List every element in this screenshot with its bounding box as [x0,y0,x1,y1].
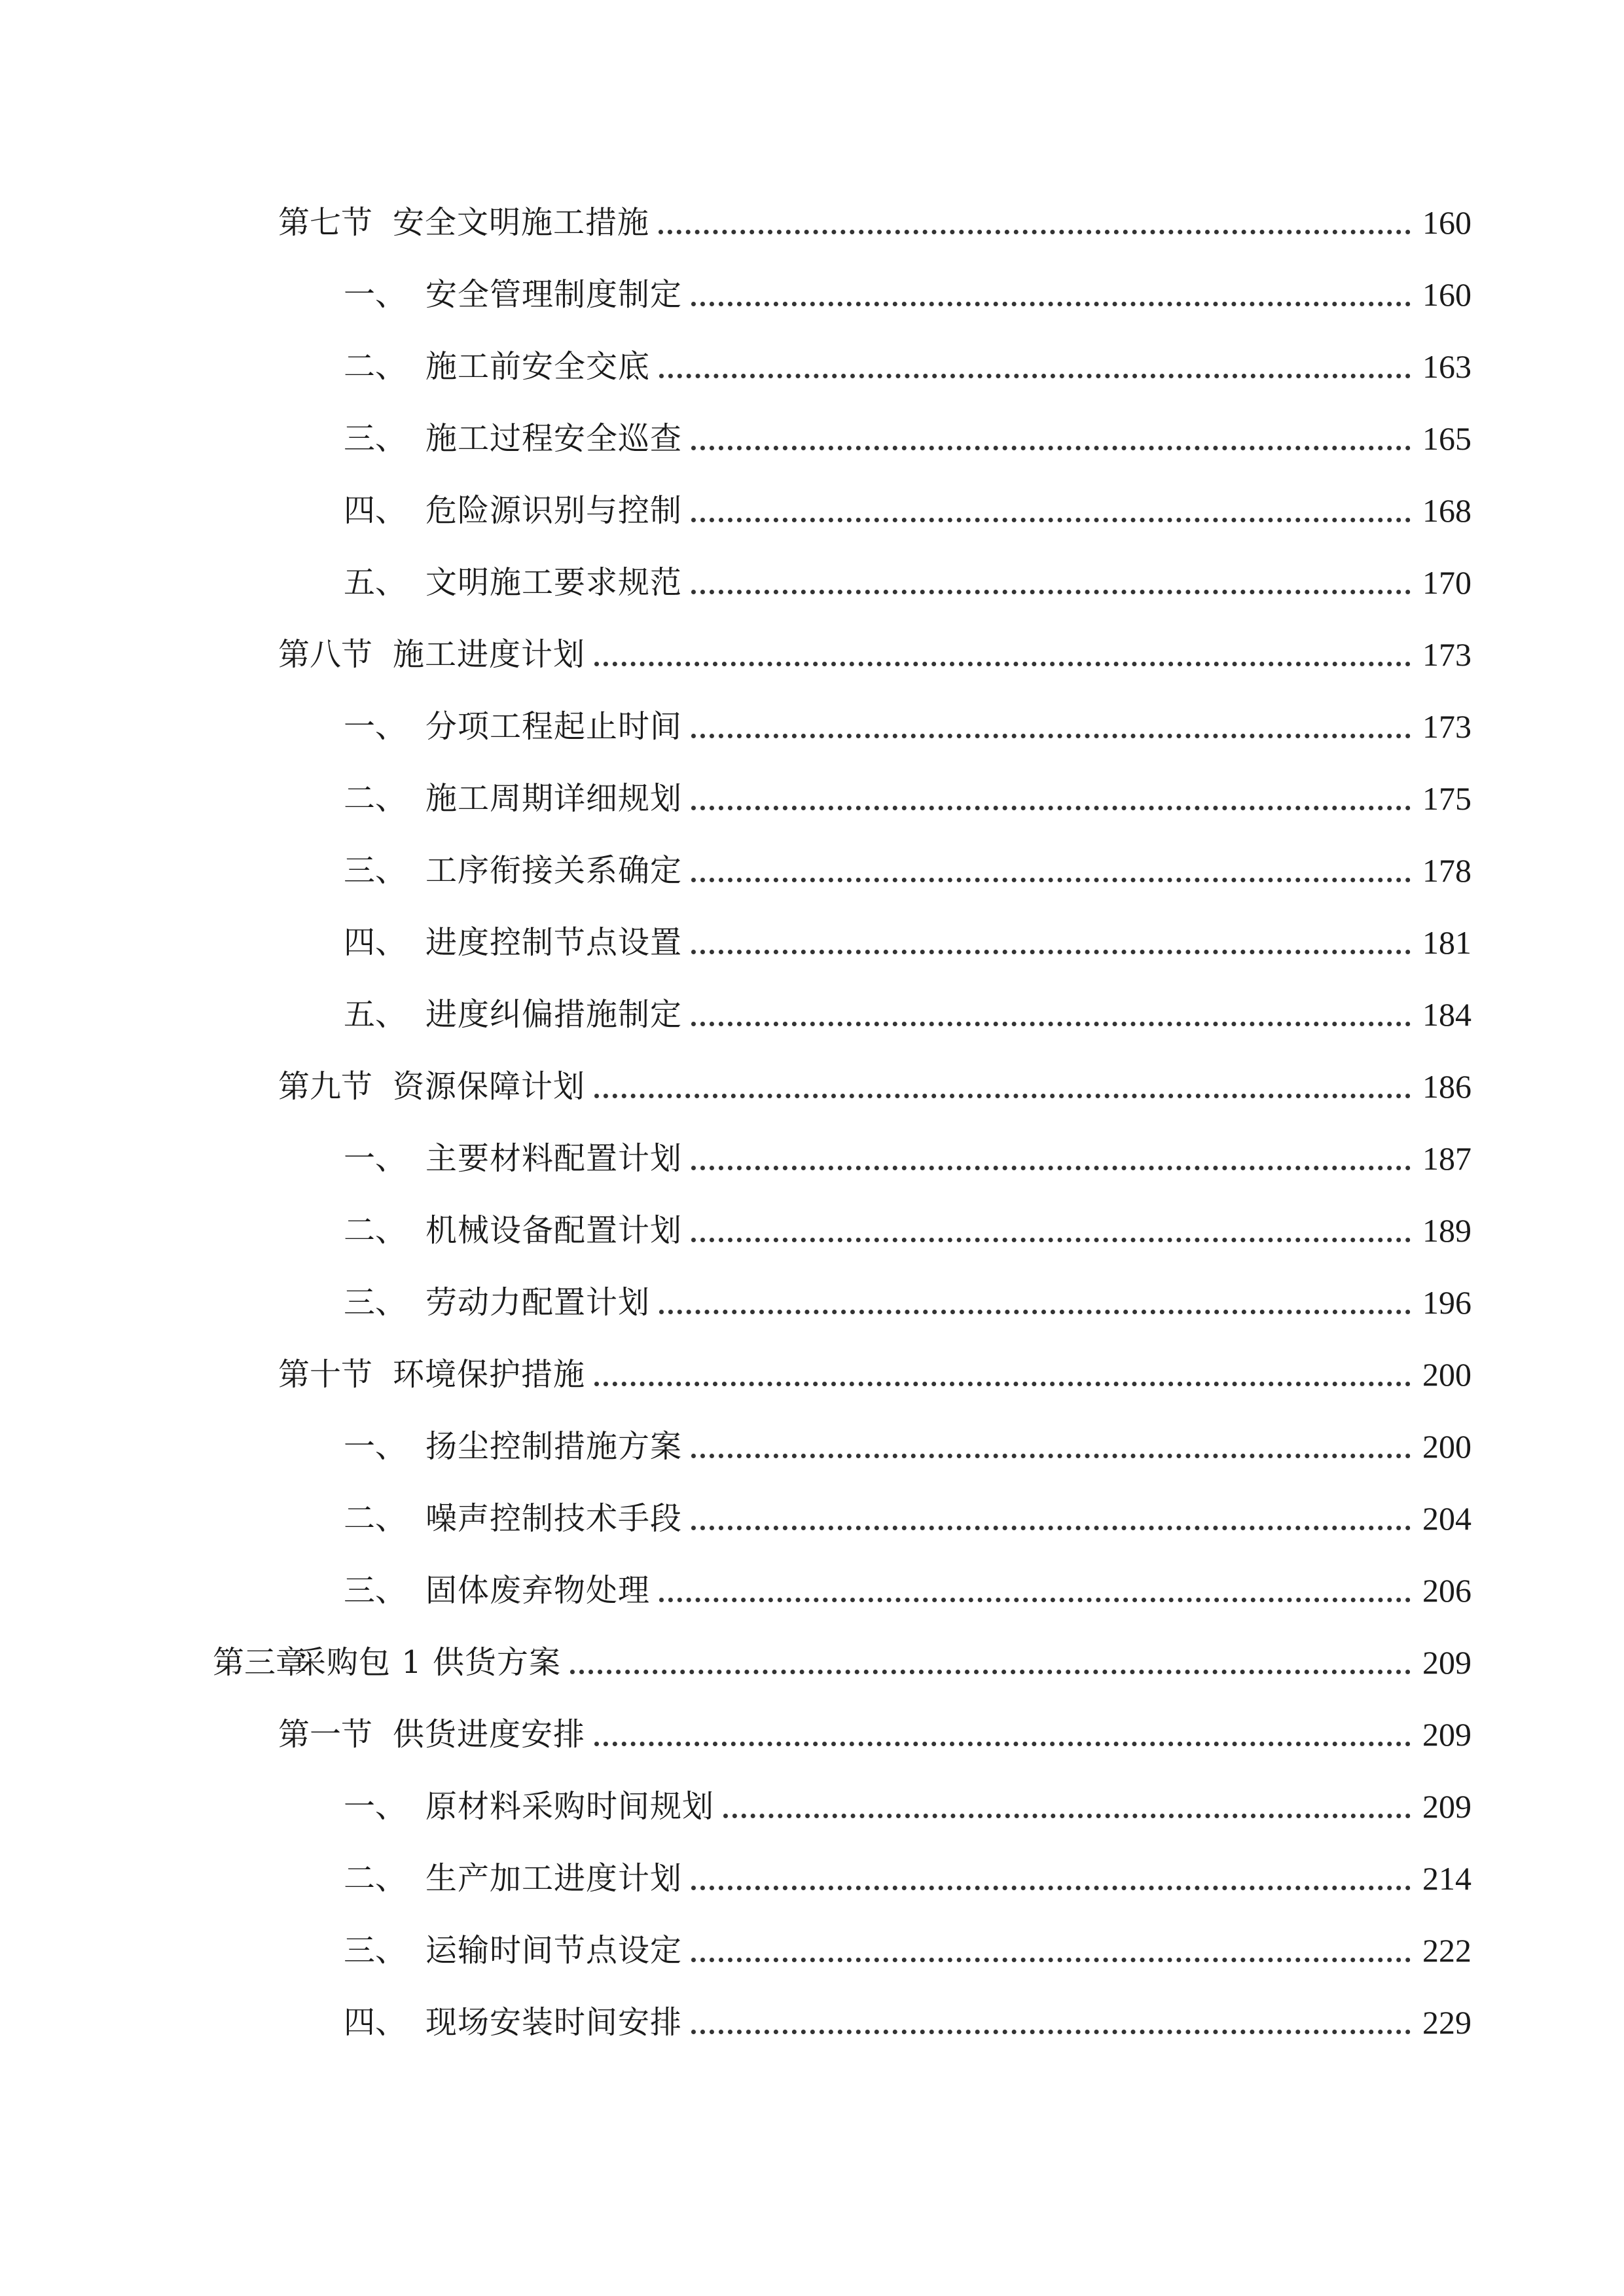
dot-leader [723,1814,1411,1818]
toc-entry-number: 五、 [344,996,407,1033]
toc-entry-number: 三、 [344,1572,407,1609]
toc-entry-page: 160 [1422,204,1471,241]
toc-entry-page: 209 [1422,1716,1471,1753]
toc-entry-number: 五、 [344,564,407,601]
toc-entry-number: 一、 [344,708,407,745]
toc-entry-number: 二、 [344,1500,407,1537]
toc-entry-page: 163 [1422,348,1471,385]
toc-entry-title: 工序衔接关系确定 [425,852,683,889]
toc-entry-number: 第三章 [213,1644,308,1681]
dot-leader [691,878,1411,882]
dot-leader [691,1166,1411,1170]
dot-leader [691,302,1411,306]
toc-entry-title: 原材料采购时间规划 [425,1788,715,1825]
toc-entry-title: 分项工程起止时间 [425,708,683,745]
toc-entry[interactable] [344,694,1471,746]
toc-entry-page: 184 [1422,996,1471,1033]
toc-entry-title: 施工过程安全巡查 [425,420,683,457]
toc-entry[interactable] [344,1846,1471,1898]
toc-entry-page: 186 [1422,1068,1471,1105]
dot-leader [594,662,1411,666]
toc-entry-page: 222 [1422,1932,1471,1969]
toc-entry[interactable] [344,1990,1471,2042]
dot-leader [691,1526,1411,1530]
toc-entry-title: 文明施工要求规范 [425,564,683,601]
toc-entry-page: 173 [1422,636,1471,673]
toc-entry-title: 危险源识别与控制 [425,492,683,529]
dot-leader [659,230,1411,234]
toc-entry-page: 165 [1422,420,1471,457]
toc-entry[interactable] [344,982,1471,1034]
toc-entry-page: 214 [1422,1860,1471,1897]
toc-entry-number: 三、 [344,1932,407,1969]
toc-entry-page: 175 [1422,780,1471,817]
toc-entry[interactable] [344,1270,1471,1322]
dot-leader [691,1958,1411,1962]
toc-entry[interactable] [278,1342,1471,1394]
toc-entry-title: 扬尘控制措施方案 [425,1428,683,1465]
toc-entry-title: 劳动力配置计划 [425,1284,651,1321]
toc-entry-title: 安全管理制度制定 [425,276,683,313]
toc-entry[interactable] [344,1126,1471,1178]
toc-entry[interactable] [278,190,1471,242]
toc-entry-number: 第七节 [278,204,373,241]
toc-entry-number: 二、 [344,1212,407,1249]
toc-entry-title: 环境保护措施 [393,1356,586,1393]
toc-entry[interactable] [344,766,1471,818]
dot-leader [594,1742,1411,1746]
toc-entry[interactable] [344,1558,1471,1610]
toc-entry-page: 229 [1422,2004,1471,2041]
toc-entry-number: 二、 [344,780,407,817]
toc-entry-page: 200 [1422,1428,1471,1465]
toc-entry-number: 第十节 [278,1356,373,1393]
toc-entry-title: 供货进度安排 [393,1716,586,1753]
toc-entry-number: 一、 [344,1428,407,1465]
dot-leader [594,1382,1411,1386]
toc-entry-number: 二、 [344,1860,407,1897]
toc-entry-page: 209 [1422,1788,1471,1825]
toc-entry-title: 进度纠偏措施制定 [425,996,683,1033]
toc-entry-title: 施工周期详细规划 [425,780,683,817]
toc-entry-number: 四、 [344,2004,407,2041]
toc-entry-title: 运输时间节点设定 [425,1932,683,1969]
dot-leader [691,518,1411,522]
toc-entry-title: 噪声控制技术手段 [425,1500,683,1537]
toc-entry-page: 173 [1422,708,1471,745]
toc-entry-title: 生产加工进度计划 [425,1860,683,1897]
toc-entry-page: 196 [1422,1284,1471,1321]
toc-entry-page: 160 [1422,276,1471,313]
toc-entry-title: 机械设备配置计划 [425,1212,683,1249]
toc-entry[interactable] [213,1630,1471,1682]
toc-entry[interactable] [344,334,1471,386]
toc-entry-title: 进度控制节点设置 [425,924,683,961]
toc-entry-number: 第九节 [278,1068,373,1105]
toc-entry[interactable] [344,1414,1471,1466]
toc-entry-page: 189 [1422,1212,1471,1249]
dot-leader [691,806,1411,810]
dot-leader [691,2030,1411,2034]
toc-entry[interactable] [344,478,1471,530]
toc-entry[interactable] [278,1054,1471,1106]
toc-entry-title: 主要材料配置计划 [425,1140,683,1177]
toc-entry-number: 一、 [344,1140,407,1177]
toc-entry-number: 二、 [344,348,407,385]
toc-entry-page: 178 [1422,852,1471,889]
toc-entry[interactable] [344,1774,1471,1826]
toc-entry-number: 四、 [344,924,407,961]
dot-leader [659,374,1411,378]
toc-entry-number: 第八节 [278,636,373,673]
toc-entry-number: 三、 [344,1284,407,1321]
toc-entry-title: 安全文明施工措施 [393,204,650,241]
dot-leader [691,1238,1411,1242]
toc-entry-page: 204 [1422,1500,1471,1537]
toc-entry-title: 施工进度计划 [393,636,586,673]
toc-entry[interactable] [344,406,1471,458]
toc-entry-page: 168 [1422,492,1471,529]
toc-entry-title: 现场安装时间安排 [425,2004,683,2041]
dot-leader [691,734,1411,738]
toc-entry-number: 三、 [344,420,407,457]
toc-entry-page: 209 [1422,1644,1471,1681]
dot-leader [691,1022,1411,1026]
toc-entry-page: 170 [1422,564,1471,601]
dot-leader [691,1454,1411,1458]
toc-entry-title: 固体废弃物处理 [425,1572,651,1609]
toc-entry-number: 一、 [344,1788,407,1825]
dot-leader [570,1670,1411,1674]
toc-entry[interactable] [344,910,1471,962]
toc-entry-page: 187 [1422,1140,1471,1177]
toc-entry-title: 施工前安全交底 [425,348,651,385]
toc-entry-number: 四、 [344,492,407,529]
toc-entry[interactable] [344,1198,1471,1250]
toc-entry-number: 第一节 [278,1716,373,1753]
toc-entry[interactable] [344,838,1471,890]
toc-entry-page: 206 [1422,1572,1471,1609]
toc-entry-number: 一、 [344,276,407,313]
toc-entry-page: 181 [1422,924,1471,961]
toc-entry[interactable] [344,1486,1471,1538]
dot-leader [691,950,1411,954]
toc-entry-title: 采购包 1 供货方案 [295,1644,562,1681]
dot-leader [691,590,1411,594]
toc-entry[interactable] [344,262,1471,314]
toc-entry-title: 资源保障计划 [393,1068,586,1105]
toc-entry[interactable] [344,550,1471,602]
dot-leader [659,1598,1411,1602]
toc-entry[interactable] [278,622,1471,674]
dot-leader [691,446,1411,450]
toc-entry-number: 三、 [344,852,407,889]
dot-leader [659,1310,1411,1314]
dot-leader [594,1094,1411,1098]
toc-entry[interactable] [344,1918,1471,1970]
toc-entry-page: 200 [1422,1356,1471,1393]
toc-entry[interactable] [278,1702,1471,1754]
dot-leader [691,1886,1411,1890]
